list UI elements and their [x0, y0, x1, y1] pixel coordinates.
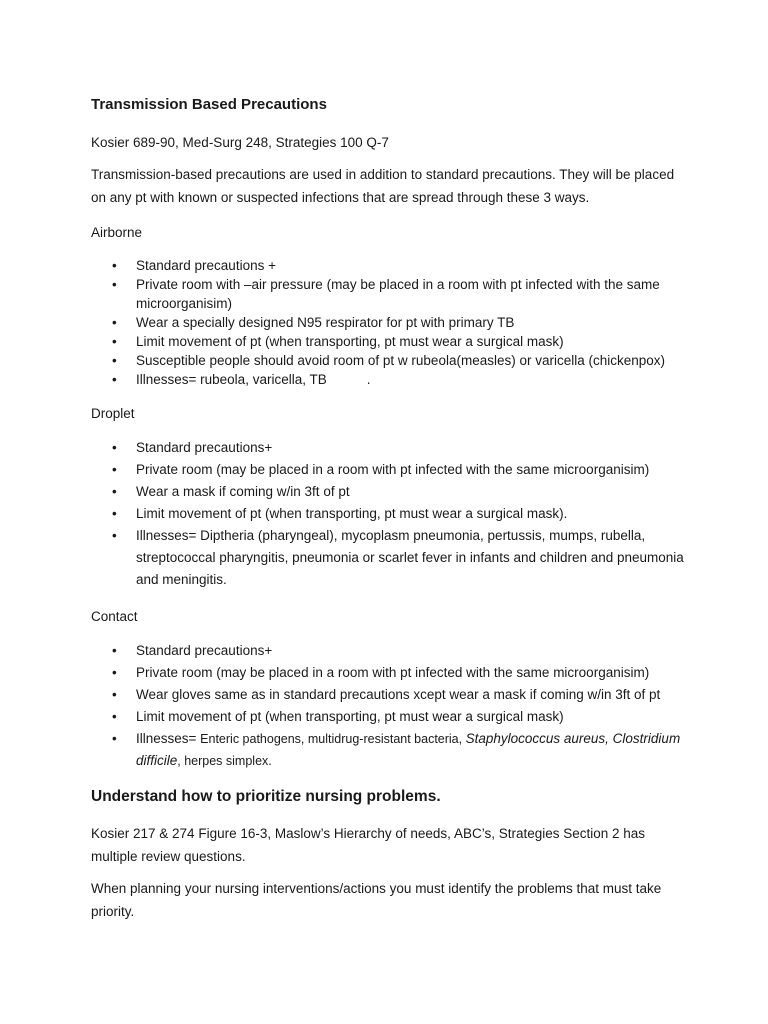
section-body: When planning your nursing interventions/actions you must identify the problems that must take priority.: [91, 881, 662, 919]
list-item-text: Illnesses= rubeola, varicella, TB: [136, 372, 327, 387]
illness-prefix: Illnesses=: [136, 731, 201, 746]
page-title: Transmission Based Precautions: [91, 96, 327, 113]
droplet-list: [91, 437, 691, 591]
contact-list: [91, 640, 691, 772]
section-references: Kosier 217 & 274 Figure 16-3, Maslow’s Hierarchy of needs, ABC’s, Strategies Section 2 has multiple review questions.: [91, 826, 646, 864]
illness-italic: Staphylococcus aureus, Clostridium difficile: [136, 731, 681, 768]
list-item: • Private room with –air pressure (may be placed in a room with pt infected with the same microorganisim): [91, 275, 691, 313]
airborne-list: [91, 256, 691, 389]
list-item: • Limit movement of pt (when transporting, pt must wear a surgical mask): [91, 706, 691, 728]
list-item: • Wear gloves same as in standard precautions xcept wear a mask if coming w/in 3ft of pt: [91, 684, 691, 706]
list-item: • Wear a specially designed N95 respirator for pt with primary TB: [91, 313, 691, 332]
list-item: • Limit movement of pt (when transporting, pt must wear a surgical mask): [91, 332, 691, 351]
list-item: • Standard precautions+: [91, 640, 691, 662]
list-item: [91, 728, 691, 772]
list-item: • Susceptible people should avoid room of pt w rubeola(measles) or varicella (chickenpox): [91, 351, 691, 370]
list-item-tail: .: [366, 372, 371, 387]
airborne-heading: Airborne: [91, 225, 143, 240]
droplet-heading: Droplet: [91, 406, 135, 421]
list-item: • Standard precautions +: [91, 256, 691, 275]
contact-heading: Contact: [91, 609, 138, 624]
list-item: • Standard precautions+: [91, 437, 691, 459]
intro-paragraph: Transmission-based precautions are used in addition to standard precautions. They will be placed on any pt with known or suspected infections that are spread through these 3 ways.: [91, 167, 675, 205]
illness-text-end: , herpes simplex.: [177, 754, 272, 768]
list-item: • Limit movement of pt (when transporting, pt must wear a surgical mask).: [91, 503, 691, 525]
section-heading: Understand how to prioritize nursing problems.: [91, 788, 441, 805]
list-item: • Illnesses= Diptheria (pharyngeal), mycoplasm pneumonia, pertussis, mumps, rubella, streptococcal pharyngitis, pneumonia or scarlet fever in infants and children and pneumonia and meningitis.: [91, 525, 691, 591]
list-item: • Private room (may be placed in a room with pt infected with the same microorganisim): [91, 459, 691, 481]
list-item: • Private room (may be placed in a room with pt infected with the same microorganisim): [91, 662, 691, 684]
list-item: • Wear a mask if coming w/in 3ft of pt: [91, 481, 691, 503]
illness-text: Enteric pathogens, multidrug-resistant bacteria,: [200, 732, 466, 746]
list-item: [91, 370, 691, 389]
references-line: Kosier 689-90, Med-Surg 248, Strategies 100 Q-7: [91, 135, 389, 150]
